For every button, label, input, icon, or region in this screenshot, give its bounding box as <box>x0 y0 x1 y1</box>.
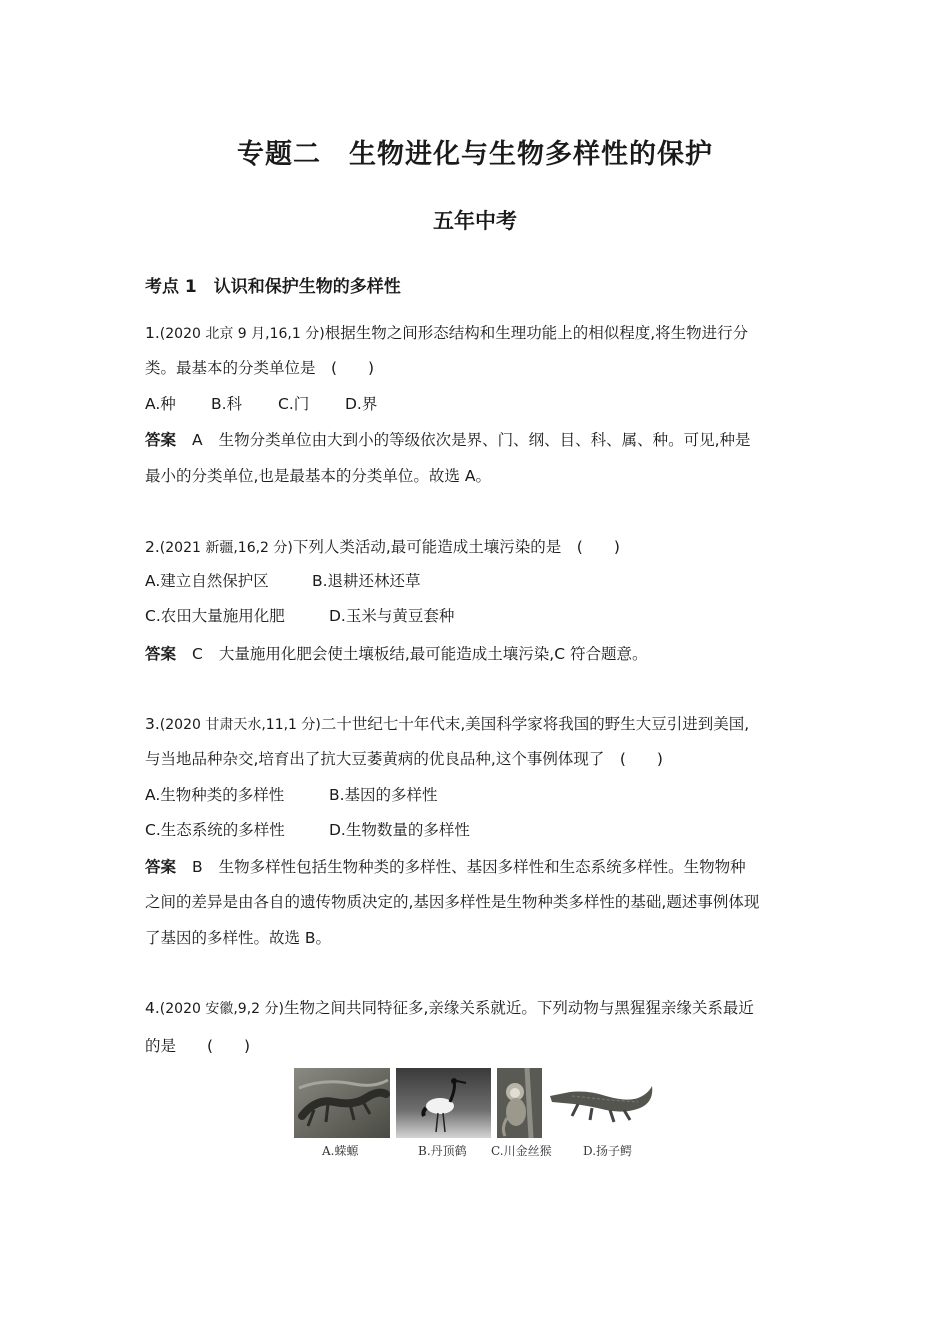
q3-number: 3. <box>145 715 160 733</box>
q1-option-b: B.科 <box>211 395 243 413</box>
q3-text: 二十世纪七十年代末,美国科学家将我国的野生大豆引进到美国, <box>320 715 750 733</box>
q4-line1 <box>145 997 754 1020</box>
q1-line1 <box>145 322 748 345</box>
q3-options-row1 <box>145 784 438 806</box>
caption-c: C.川金丝猴 <box>491 1144 552 1158</box>
caption-b: B.丹顶鹤 <box>418 1144 467 1158</box>
animal-figure <box>294 1068 656 1158</box>
answer-letter: B <box>192 858 203 876</box>
q1-option-d: D.界 <box>345 395 378 413</box>
answer-text: 生物分类单位由大到小的等级依次是界、门、纲、目、科、属、种。可见,种是 <box>218 431 751 449</box>
q2-number: 2. <box>145 538 160 556</box>
q2-option-b: B.退耕还林还草 <box>312 572 421 590</box>
q1-options <box>145 393 377 415</box>
answer-letter: A <box>192 431 203 449</box>
caption-d: D.扬子鳄 <box>583 1144 633 1158</box>
monkey-photo <box>497 1068 542 1138</box>
q1-line2: 类。最基本的分类单位是 ( ) <box>145 359 375 377</box>
q3-source: (2020 甘肃天水,11,1 分) <box>159 717 321 733</box>
q4-source: (2020 安徽,9,2 分) <box>159 1001 284 1017</box>
q3-answer-line1 <box>145 856 746 878</box>
answer-label: 答案 <box>145 858 177 876</box>
q1-option-c: C.门 <box>278 395 310 413</box>
q2-line1 <box>145 536 620 559</box>
alligator-photo <box>548 1068 656 1138</box>
section-heading: 考点 1 认识和保护生物的多样性 <box>145 277 401 297</box>
answer-letter: C <box>192 645 203 663</box>
q3-option-c: C.生态系统的多样性 <box>145 821 285 839</box>
q1-number: 1. <box>145 324 160 342</box>
q3-options-row2 <box>145 819 470 841</box>
q1-text: 根据生物之间形态结构和生理功能上的相似程度,将生物进行分 <box>324 324 749 342</box>
page-subtitle: 五年中考 <box>433 209 517 233</box>
q3-option-a: A.生物种类的多样性 <box>145 786 285 804</box>
q3-answer-line3: 了基因的多样性。故选 B。 <box>145 929 332 947</box>
answer-label: 答案 <box>145 645 177 663</box>
q4-line2: 的是 ( ) <box>145 1037 251 1055</box>
q2-option-a: A.建立自然保护区 <box>145 572 269 590</box>
page-title: 专题二 生物进化与生物多样性的保护 <box>237 139 713 170</box>
q1-option-a: A.种 <box>145 395 176 413</box>
q2-options-row2 <box>145 605 454 627</box>
q3-answer-line2: 之间的差异是由各自的遗传物质决定的,基因多样性是生物种类多样性的基础,题述事例体现 <box>145 893 760 911</box>
q2-text: 下列人类活动,最可能造成土壤污染的是 ( ) <box>292 538 620 556</box>
caption-a: A.蝾螈 <box>322 1144 359 1158</box>
answer-text: 大量施用化肥会使土壤板结,最可能造成土壤污染,C 符合题意。 <box>218 645 648 663</box>
answer-label: 答案 <box>145 431 177 449</box>
q2-options-row1 <box>145 570 421 592</box>
q3-line1 <box>145 713 749 736</box>
q3-option-d: D.生物数量的多样性 <box>329 821 470 839</box>
crane-photo <box>396 1068 491 1138</box>
answer-text: 生物多样性包括生物种类的多样性、基因多样性和生态系统多样性。生物物种 <box>218 858 746 876</box>
q2-source: (2021 新疆,16,2 分) <box>159 540 293 556</box>
salamander-photo <box>294 1068 390 1138</box>
q2-option-c: C.农田大量施用化肥 <box>145 607 285 625</box>
q1-answer-line2: 最小的分类单位,也是最基本的分类单位。故选 A。 <box>145 467 491 485</box>
q1-source: (2020 北京 9 月,16,1 分) <box>159 326 325 342</box>
q4-text: 生物之间共同特征多,亲缘关系就近。下列动物与黑猩猩亲缘关系最近 <box>283 999 754 1017</box>
q2-option-d: D.玉米与黄豆套种 <box>329 607 455 625</box>
q3-line2: 与当地品种杂交,培育出了抗大豆萎黄病的优良品种,这个事例体现了 ( ) <box>145 750 663 768</box>
q4-number: 4. <box>145 999 160 1017</box>
q1-answer-line1 <box>145 429 751 451</box>
q3-option-b: B.基因的多样性 <box>329 786 438 804</box>
q2-answer-line1 <box>145 643 647 665</box>
